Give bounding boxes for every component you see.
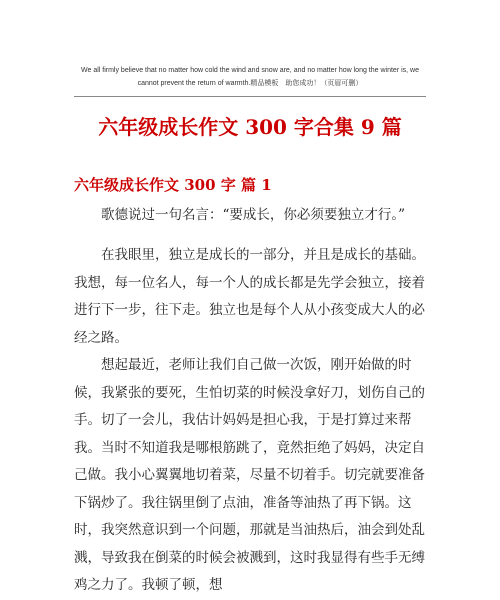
paragraph-2: 在我眼里，独立是成长的一部分，并且是成长的基础。我想，每一位名人，每一个人的成长都是先学会独立，接着进行下一步，往下走。独立也是每个人从小孩变成大人的必经之路。 [74,247,425,346]
section-title: 六年级成长作文 300 字 篇 1 [74,176,272,194]
header-line-1: We all firmly believe that no matter how cold the wind and snow are, and no matter how long the winter is, we [81,67,419,74]
header-line-2: cannot prevent the return of warmth.精品模板 助您成功！（页眉可删） [137,80,363,87]
page-header [60,64,440,90]
document-title: 六年级成长作文 300 字合集 9 篇 [98,115,402,139]
paragraph-1: 歌德说过一句名言：“要成长，你必须要独立才行。” [101,207,406,223]
header-divider [74,96,426,97]
paragraph-3: 想起最近，老师让我们自己做一次饭，刚开始做的时候，我紧张的要死，生怕切菜的时候没拿好刀，划伤自己的手。切了一会儿，我估计妈妈是担心我，于是打算过来帮我。当时不知道我是哪根筋跳了，竟然拒绝了妈妈，决定自己做。我小心翼翼地切着菜，尽量不切着手。切完就要准备下锅炒了。我往锅里倒了点油，准备等油热了再下锅。这时，我突然意识到一个问题，那就是当油热后，油会到处乱溅，导致我在倒菜的时候会被溅到，这时我显得有些手无缚鸡之力了。我顿了顿，想 [74,357,425,593]
